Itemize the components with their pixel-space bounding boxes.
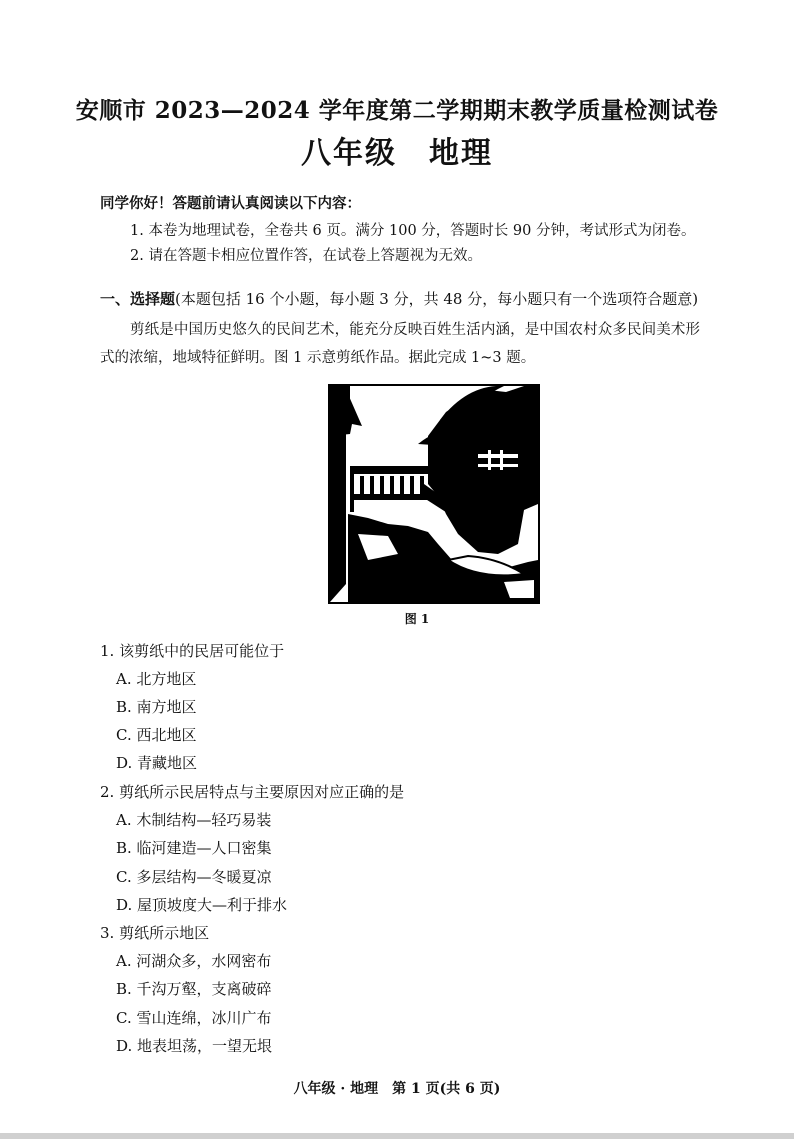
paper-cut-image bbox=[328, 384, 540, 604]
scan-edge-divider bbox=[0, 1133, 794, 1139]
page-footer: 八年级 · 地理 第 1 页(共 6 页) bbox=[293, 1081, 501, 1097]
question-option: D. 地表坦荡，一望无垠 bbox=[116, 1037, 273, 1055]
question-option: A. 北方地区 bbox=[116, 670, 197, 688]
notice-item: 2. 请在答题卡相应位置作答，在试卷上答题视为无效。 bbox=[130, 248, 482, 264]
question-stem: 2. 剪纸所示民居特点与主要原因对应正确的是 bbox=[100, 783, 405, 801]
exam-subtitle: 八年级 地理 bbox=[301, 136, 493, 171]
question-intro: 剪纸是中国历史悠久的民间艺术，能充分反映百姓生活内涵，是中国农村众多民间美术形式的浓缩，地域特征鲜明。图 1 示意剪纸作品。据此完成 1~3 题。 bbox=[100, 322, 700, 366]
question-option: D. 屋顶坡度大—利于排水 bbox=[116, 896, 288, 914]
question-option: D. 青藏地区 bbox=[116, 754, 198, 772]
question-option: B. 临河建造—人口密集 bbox=[116, 839, 272, 857]
question-stem: 1. 该剪纸中的民居可能位于 bbox=[100, 642, 285, 660]
question-option: A. 河湖众多，水网密布 bbox=[116, 952, 272, 970]
figure-caption: 图 1 bbox=[404, 612, 430, 626]
question-option: B. 南方地区 bbox=[116, 698, 197, 716]
paper-cut-figure bbox=[328, 384, 540, 604]
notice-heading: 同学你好！答题前请认真阅读以下内容： bbox=[100, 195, 361, 212]
exam-title: 安顺市 2023—2024 学年度第二学期期末教学质量检测试卷 bbox=[75, 97, 719, 124]
question-option: C. 多层结构—冬暖夏凉 bbox=[116, 868, 272, 886]
question-option: C. 雪山连绵，冰川广布 bbox=[116, 1009, 272, 1027]
question-option: B. 千沟万壑，支离破碎 bbox=[116, 980, 272, 998]
section-note: (本题包括 16 个小题，每小题 3 分，共 48 分，每小题只有一个选项符合题意) bbox=[175, 290, 699, 308]
section-title: 一、选择题 bbox=[100, 290, 176, 308]
section-heading bbox=[100, 288, 698, 309]
bridge-rail-top bbox=[350, 466, 440, 474]
question-option: C. 西北地区 bbox=[116, 726, 197, 744]
question-stem: 3. 剪纸所示地区 bbox=[100, 924, 210, 942]
notice-item: 1. 本卷为地理试卷，全卷共 6 页。满分 100 分，答题时长 90 分钟，考试形式为闭卷。 bbox=[130, 223, 696, 239]
question-option: A. 木制结构—轻巧易装 bbox=[116, 811, 272, 829]
